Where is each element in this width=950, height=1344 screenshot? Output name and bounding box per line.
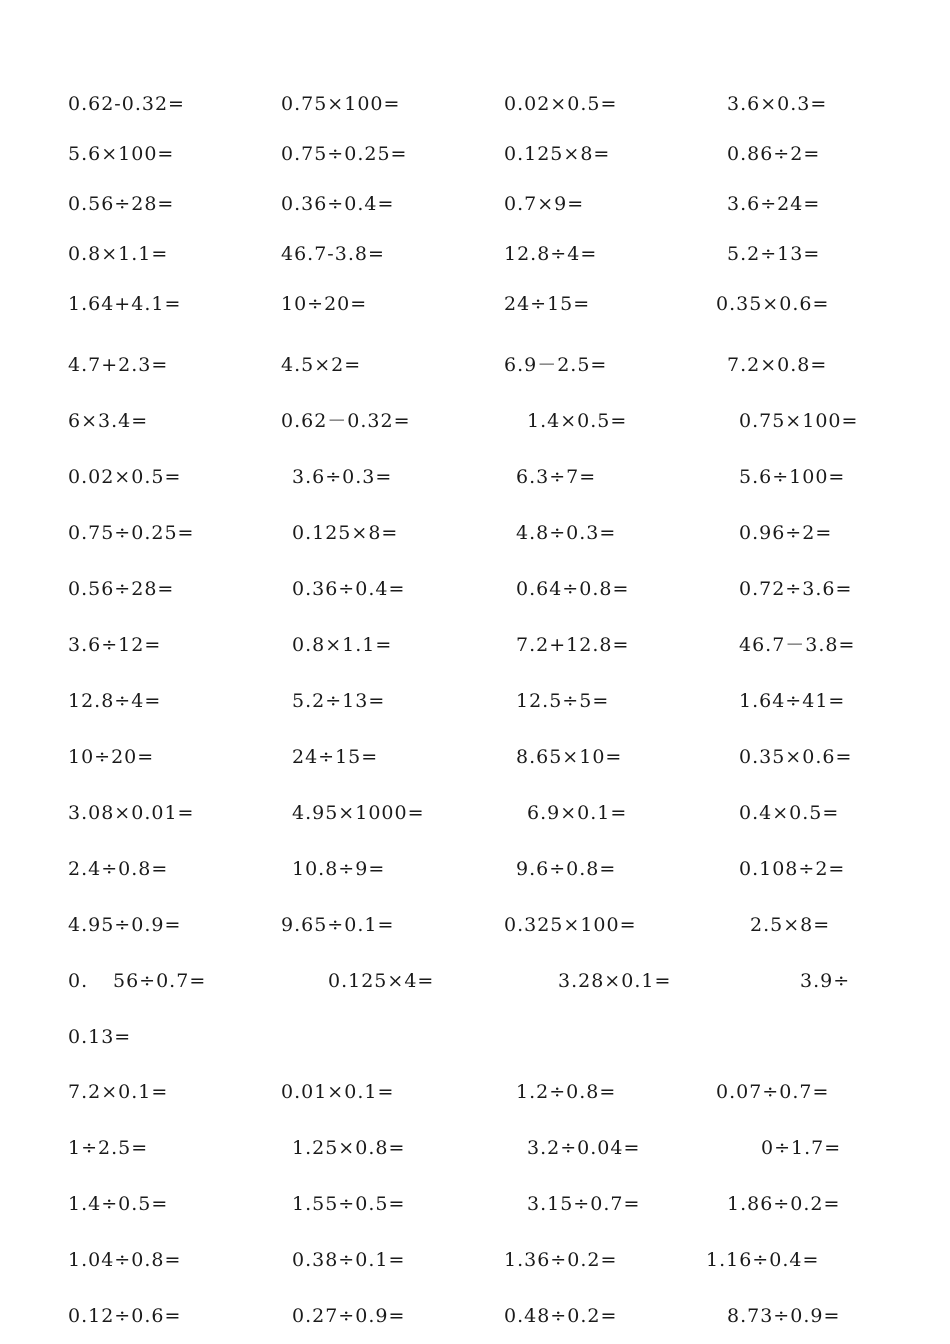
problem: 0.75÷0.25= [281,143,408,165]
problem: 0.7×9= [504,193,585,215]
problem: 6.9－2.5= [504,354,608,376]
problem: 5.2÷13= [292,690,386,712]
problem: 2.4÷0.8= [68,858,169,880]
problem: 0.48÷0.2= [504,1305,618,1327]
problem: 0.125×4= [328,970,435,992]
problem: 12.5÷5= [516,690,610,712]
problem: 0.86÷2= [727,143,821,165]
problem: 0.35×0.6= [716,293,830,315]
problem: 6×3.4= [68,410,149,432]
problem: 1.55÷0.5= [292,1193,406,1215]
problem: 1.4×0.5= [527,410,628,432]
problem: 24÷15= [292,746,379,768]
problem-row [0,799,950,827]
problem: 24÷15= [504,293,591,315]
problem: 3.6÷12= [68,634,162,656]
problem: 7.2+12.8= [516,634,630,656]
problem: 0.56÷28= [68,193,175,215]
problem-row [0,1134,950,1162]
problem-fragment: 56÷0.7= [113,970,207,992]
problem-row [0,1078,950,1106]
problem: 0.35×0.6= [739,746,853,768]
problem-row [0,911,950,939]
problem: 12.8÷4= [504,243,598,265]
problem-row [0,190,950,218]
problem-row [0,575,950,603]
problem-row [0,140,950,168]
problem: 4.5×2= [281,354,362,376]
problem: 5.6×100= [68,143,175,165]
problem: 0.4×0.5= [739,802,840,824]
problem: 0.72÷3.6= [739,578,853,600]
problem-row [0,463,950,491]
problem: 8.65×10= [516,746,623,768]
problem: 0.325×100= [504,914,637,936]
problem: 4.7+2.3= [68,354,169,376]
problem-row [0,1190,950,1218]
problem: 1.04÷0.8= [68,1249,182,1271]
problem: 1.64÷41= [739,690,846,712]
problem-fragment: 3.9÷ [800,970,851,992]
problem: 6.9×0.1= [527,802,628,824]
problem-row [0,407,950,435]
problem-row [0,240,950,268]
problem: 1.64+4.1= [68,293,182,315]
problem: 4.95÷0.9= [68,914,182,936]
problem: 0.36÷0.4= [292,578,406,600]
problem: 0÷1.7= [761,1137,842,1159]
problem-row [0,1023,950,1051]
problem: 0.12÷0.6= [68,1305,182,1327]
problem: 10.8÷9= [292,858,386,880]
problem: 0.02×0.5= [68,466,182,488]
problem-row [0,631,950,659]
problem: 0.8×1.1= [68,243,169,265]
problem: 1.2÷0.8= [516,1081,617,1103]
problem: 0.56÷28= [68,578,175,600]
problem: 0.8×1.1= [292,634,393,656]
problem: 46.7－3.8= [739,634,856,656]
problem: 0.62－0.32= [281,410,411,432]
problem: 0.36÷0.4= [281,193,395,215]
problem: 1.25×0.8= [292,1137,406,1159]
problem-row [0,519,950,547]
problem-row [0,90,950,118]
problem: 0.75÷0.25= [68,522,195,544]
problem: 4.95×1000= [292,802,425,824]
problem: 1.36÷0.2= [504,1249,618,1271]
problem: 4.8÷0.3= [516,522,617,544]
problem-row [0,1302,950,1330]
problem: 1.4÷0.5= [68,1193,169,1215]
problem: 2.5×8= [750,914,831,936]
problem: 6.3÷7= [516,466,597,488]
problem: 0.02×0.5= [504,93,618,115]
problem: 46.7-3.8= [281,243,385,265]
problem: 12.8÷4= [68,690,162,712]
problem: 9.65÷0.1= [281,914,395,936]
problem: 0.01×0.1= [281,1081,395,1103]
problem: 3.15÷0.7= [527,1193,641,1215]
problem: 3.6×0.3= [727,93,828,115]
problem: 0.38÷0.1= [292,1249,406,1271]
problem: 3.6÷24= [727,193,821,215]
problem: 5.2÷13= [727,243,821,265]
problem: 0.75×100= [281,93,401,115]
problem: 0.125×8= [504,143,611,165]
problem: 0.96÷2= [739,522,833,544]
problem: 0.62-0.32= [68,93,185,115]
problem-row [0,290,950,318]
problem-fragment: 0.13= [68,1026,132,1048]
problem: 5.6÷100= [739,466,846,488]
problem: 0.27÷0.9= [292,1305,406,1327]
problem: 1.86÷0.2= [727,1193,841,1215]
problem: 0.125×8= [292,522,399,544]
problem: 3.28×0.1= [558,970,672,992]
problem-row [0,351,950,379]
problem-row [0,687,950,715]
problem: 10÷20= [281,293,368,315]
problem: 0.108÷2= [739,858,846,880]
problem-row [0,967,950,995]
problem-row [0,1246,950,1274]
problem: 0.75×100= [739,410,859,432]
problem: 1.16÷0.4= [706,1249,820,1271]
problem: 8.73÷0.9= [727,1305,841,1327]
problem: 7.2×0.8= [727,354,828,376]
problem: 9.6÷0.8= [516,858,617,880]
problem: 3.2÷0.04= [527,1137,641,1159]
problem-fragment: 0. [68,970,89,992]
problem-row [0,855,950,883]
problem: 3.6÷0.3= [292,466,393,488]
problem: 10÷20= [68,746,155,768]
problem: 0.07÷0.7= [716,1081,830,1103]
problem-row [0,743,950,771]
problem: 0.64÷0.8= [516,578,630,600]
problem: 3.08×0.01= [68,802,195,824]
problem: 1÷2.5= [68,1137,149,1159]
problem: 7.2×0.1= [68,1081,169,1103]
